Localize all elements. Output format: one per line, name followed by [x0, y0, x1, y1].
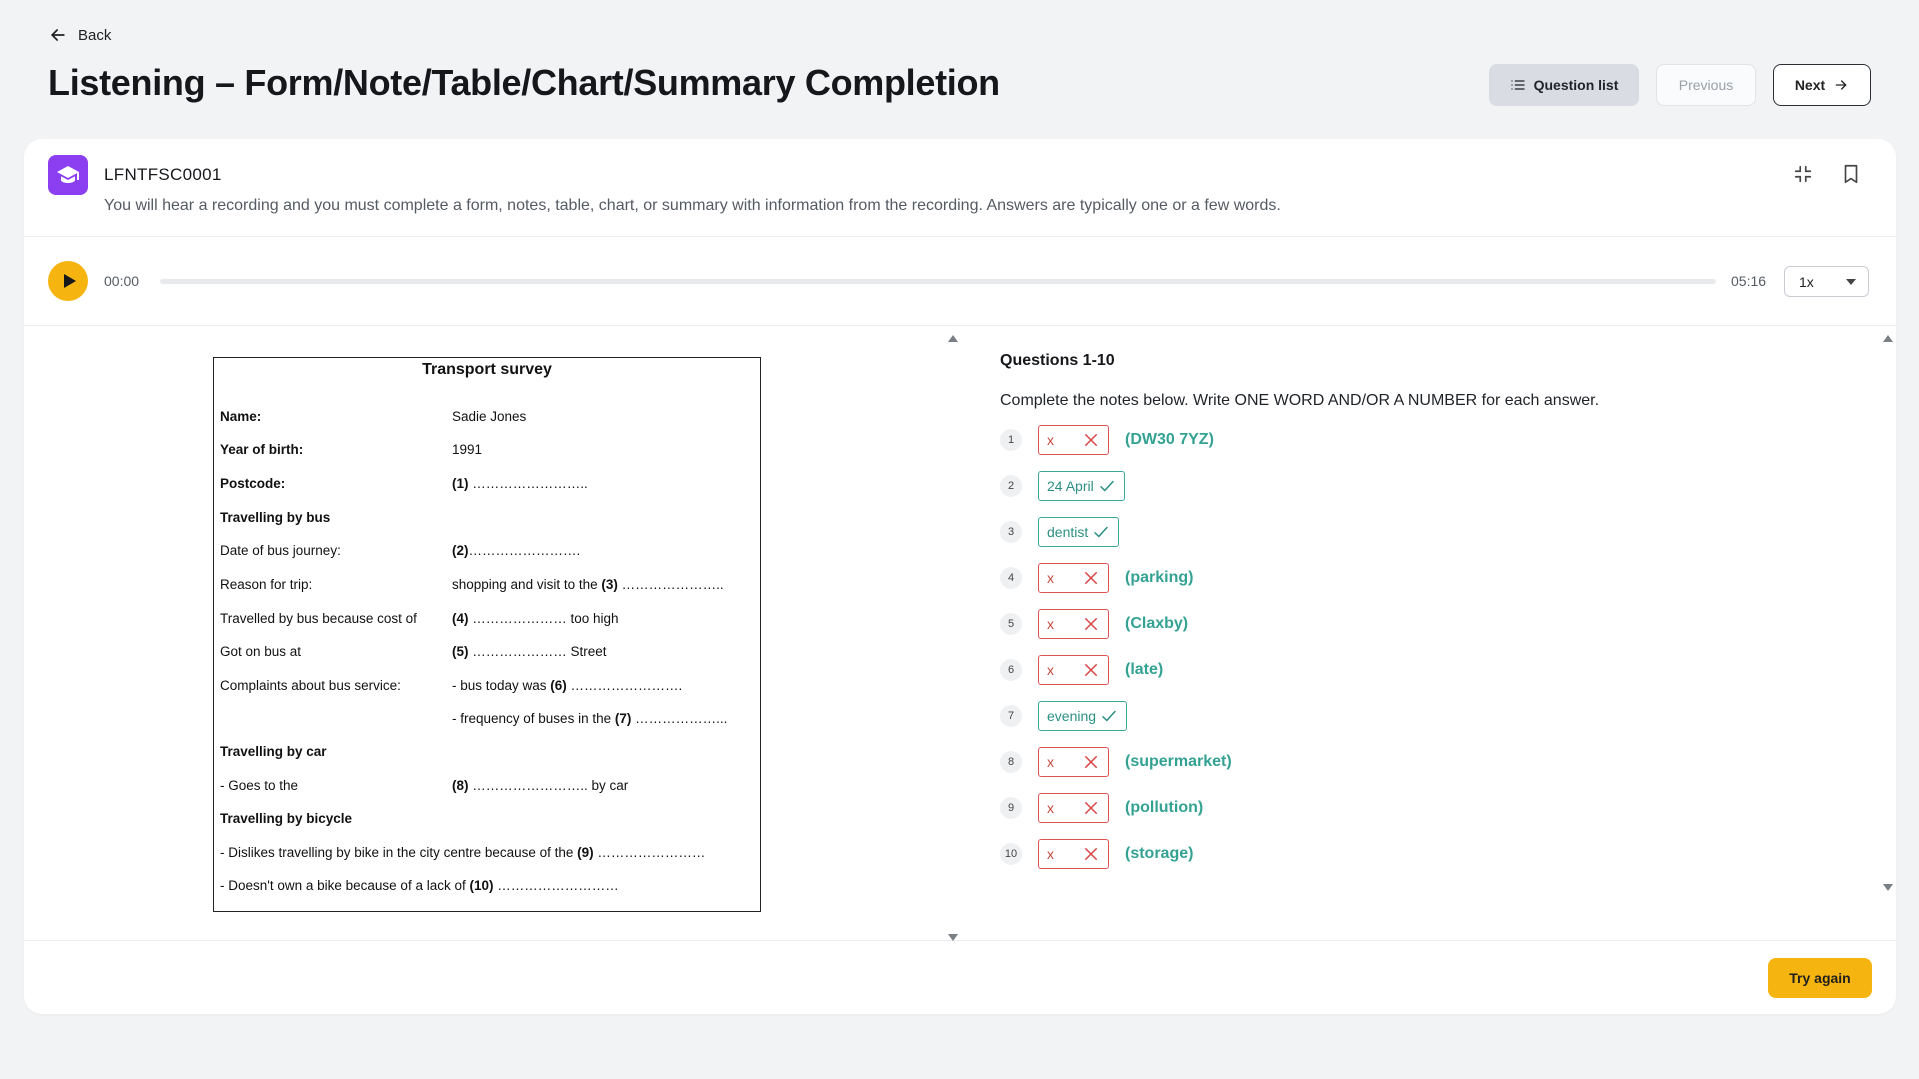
- back-label: Back: [78, 26, 112, 44]
- gap-number: (7): [614, 711, 632, 726]
- next-button[interactable]: [1773, 64, 1871, 106]
- answer-value: 24 April: [1047, 478, 1094, 494]
- next-label: Next: [1794, 77, 1826, 93]
- gap-dots: ………………………: [493, 878, 619, 893]
- correct-answer: (parking): [1125, 569, 1194, 586]
- questions-instruction: Complete the notes below. Write ONE WORD AND/OR A NUMBER for each answer.: [1000, 392, 1600, 409]
- survey-label: Date of bus journey:: [220, 543, 341, 558]
- answer-field[interactable]: [1038, 655, 1109, 685]
- header-tools: [1792, 163, 1862, 185]
- survey-text: - Dislikes travelling by bike in the city centre because of the: [220, 845, 578, 860]
- answer-field[interactable]: [1038, 839, 1109, 869]
- survey-value: [452, 711, 727, 726]
- question-number: 6: [1000, 659, 1022, 681]
- check-icon: [1100, 707, 1118, 725]
- cross-icon: [1082, 799, 1100, 817]
- survey-value: [452, 611, 619, 626]
- survey-label: Reason for trip:: [220, 577, 313, 592]
- survey-value: Sadie Jones: [452, 409, 527, 424]
- check-icon: [1098, 477, 1116, 495]
- correct-answer: (storage): [1125, 845, 1194, 862]
- answer-field[interactable]: [1038, 471, 1125, 501]
- answer-value: x: [1047, 570, 1054, 586]
- answer-field[interactable]: [1038, 563, 1109, 593]
- answer-field[interactable]: [1038, 793, 1109, 823]
- task-description: You will hear a recording and you must complete a form, notes, table, chart, or summary with information from the recording. Answers are typically one or a few words.: [104, 197, 1281, 214]
- arrow-right-icon: [1833, 77, 1849, 93]
- survey-full-row: [220, 878, 619, 893]
- question-row-3: [1000, 517, 1119, 547]
- survey-title: Transport survey: [422, 361, 552, 378]
- question-number: 8: [1000, 751, 1022, 773]
- correct-answer: (pollution): [1125, 799, 1204, 816]
- question-number: 2: [1000, 475, 1022, 497]
- try-again-button[interactable]: Try again: [1768, 958, 1872, 998]
- survey-label: Name:: [220, 409, 262, 424]
- cross-icon: [1082, 845, 1100, 863]
- progress-track[interactable]: [160, 279, 1716, 284]
- survey-label: Year of birth:: [220, 442, 304, 457]
- correct-answer: (Claxby): [1125, 615, 1189, 632]
- answer-value: x: [1047, 662, 1054, 678]
- survey-label: - Goes to the: [220, 778, 299, 793]
- answer-value: x: [1047, 754, 1054, 770]
- question-row-5: [1000, 609, 1188, 639]
- speed-select[interactable]: [1784, 266, 1869, 297]
- question-number: 5: [1000, 613, 1022, 635]
- question-number: 9: [1000, 797, 1022, 819]
- arrow-left-icon: [48, 25, 68, 45]
- gap-dots: ………………… Street: [468, 644, 607, 659]
- survey-label: Complaints about bus service:: [220, 678, 401, 693]
- speed-value: 1x: [1799, 273, 1814, 290]
- question-row-8: [1000, 747, 1232, 777]
- answer-field[interactable]: [1038, 747, 1109, 777]
- survey-value: [452, 543, 580, 558]
- survey-value: 1991: [452, 442, 483, 457]
- content-area: [24, 327, 1896, 941]
- survey-value: [452, 476, 588, 491]
- survey-value: [452, 644, 607, 659]
- top-actions: [1489, 64, 1871, 106]
- task-type-badge: [48, 155, 88, 195]
- back-link[interactable]: [48, 25, 111, 45]
- gap-dots: …………………..: [617, 577, 724, 592]
- gap-dots: ………………...: [631, 711, 728, 726]
- survey-text: shopping and visit to the: [452, 577, 602, 592]
- answer-value: dentist: [1047, 524, 1089, 540]
- answer-field[interactable]: [1038, 701, 1127, 731]
- question-row-2: [1000, 471, 1125, 501]
- question-row-6: [1000, 655, 1163, 685]
- question-row-7: [1000, 701, 1127, 731]
- answer-value: x: [1047, 616, 1054, 632]
- gap-number: (3): [601, 577, 618, 592]
- correct-answer: (DW30 7YZ): [1125, 431, 1214, 448]
- list-icon: [1510, 77, 1526, 93]
- gap-dots: …………………….: [468, 543, 581, 558]
- right-scroll-down-arrow[interactable]: [1883, 884, 1893, 891]
- gap-number: (1): [452, 476, 469, 491]
- survey-text: - frequency of buses in the: [452, 711, 615, 726]
- survey-label: Got on bus at: [220, 644, 302, 659]
- answer-field[interactable]: [1038, 609, 1109, 639]
- correct-answer: (late): [1125, 661, 1164, 678]
- survey-full-row: [220, 845, 705, 860]
- survey-value: [452, 778, 628, 793]
- answer-field[interactable]: [1038, 517, 1119, 547]
- gap-number: (6): [550, 678, 567, 693]
- play-button[interactable]: [48, 261, 88, 301]
- question-row-1: [1000, 425, 1214, 455]
- survey-section-heading: Travelling by bicycle: [220, 811, 353, 826]
- left-scroll-up-arrow[interactable]: [948, 335, 958, 342]
- card-footer: [24, 941, 1896, 1014]
- cross-icon: [1082, 661, 1100, 679]
- survey-text: - Doesn't own a bike because of a lack of: [220, 878, 470, 893]
- graduation-cap-icon: [56, 163, 80, 187]
- cross-icon: [1082, 569, 1100, 587]
- survey-value: [452, 678, 682, 693]
- question-row-4: [1000, 563, 1193, 593]
- chevron-down-icon: [1846, 279, 1856, 285]
- question-list-label: Question list: [1533, 77, 1619, 93]
- answer-value: x: [1047, 432, 1054, 448]
- gap-number: (4): [452, 611, 469, 626]
- answer-value: x: [1047, 846, 1054, 862]
- gap-dots: ………………… too high: [468, 611, 619, 626]
- right-scroll-up-arrow[interactable]: [1883, 335, 1893, 342]
- questions-heading: Questions 1-10: [1000, 352, 1115, 369]
- survey-value: [452, 577, 724, 592]
- task-code: LFNTFSC0001: [104, 165, 222, 184]
- duration: 05:16: [1731, 273, 1767, 289]
- check-icon: [1092, 523, 1110, 541]
- current-time: 00:00: [104, 273, 140, 289]
- previous-button[interactable]: [1656, 64, 1756, 106]
- survey-text: - bus today was: [452, 678, 551, 693]
- survey-section-heading: Travelling by car: [220, 744, 327, 759]
- question-number: 10: [1000, 843, 1022, 865]
- gap-dots: ……………………..: [468, 476, 588, 491]
- gap-dots: ……………………: [593, 845, 706, 860]
- answer-value: x: [1047, 800, 1054, 816]
- answer-value: evening: [1047, 708, 1097, 724]
- play-icon: [62, 273, 78, 289]
- gap-dots: …………………….. by car: [468, 778, 629, 793]
- transport-survey-form: [213, 357, 761, 912]
- question-number: 4: [1000, 567, 1022, 589]
- cross-icon: [1082, 753, 1100, 771]
- gap-number: (5): [452, 644, 469, 659]
- gap-number: (2): [452, 543, 469, 558]
- question-number: 7: [1000, 705, 1022, 727]
- survey-label: Postcode:: [220, 476, 286, 491]
- page-title: Listening – Form/Note/Table/Chart/Summary Completion: [48, 62, 1000, 103]
- answer-field[interactable]: [1038, 425, 1109, 455]
- task-card: [24, 139, 1896, 1014]
- audio-player: [24, 237, 1896, 326]
- gap-number: (8): [452, 778, 469, 793]
- cross-icon: [1082, 431, 1100, 449]
- collapse-icon[interactable]: [1792, 163, 1814, 185]
- left-scroll-down-arrow[interactable]: [948, 934, 958, 941]
- gap-number: (9): [577, 845, 594, 860]
- survey-label: Travelled by bus because cost of: [220, 611, 417, 626]
- bookmark-icon[interactable]: [1840, 163, 1862, 185]
- correct-answer: (supermarket): [1125, 753, 1232, 770]
- gap-number: (10): [469, 878, 494, 893]
- cross-icon: [1082, 615, 1100, 633]
- question-list-button[interactable]: [1489, 64, 1639, 106]
- question-number: 1: [1000, 429, 1022, 451]
- gap-dots: …………………….: [566, 678, 683, 693]
- question-number: 3: [1000, 521, 1022, 543]
- question-row-9: [1000, 793, 1203, 823]
- survey-section-heading: Travelling by bus: [220, 510, 331, 525]
- task-header: [24, 139, 1896, 237]
- previous-label: Previous: [1678, 77, 1734, 93]
- question-row-10: [1000, 839, 1193, 869]
